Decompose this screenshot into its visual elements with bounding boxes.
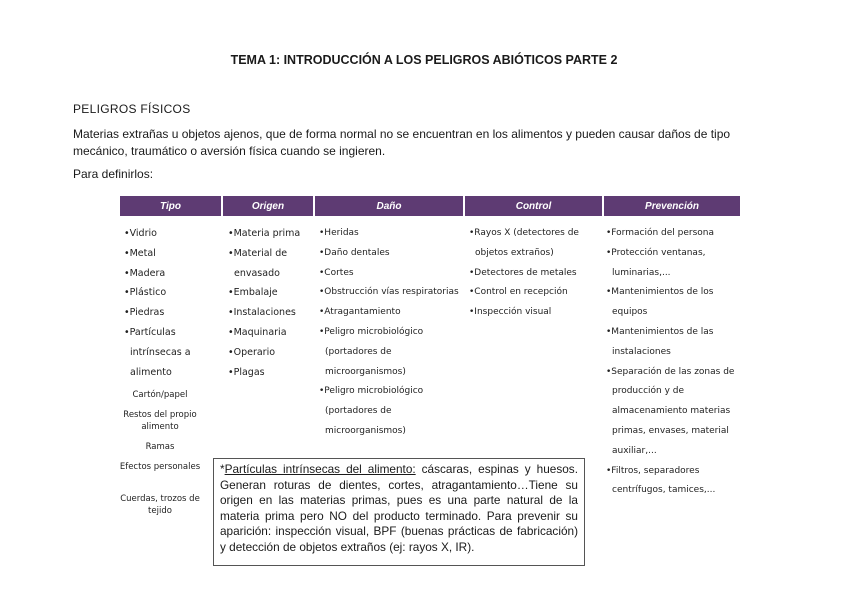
dano-item: •Atragantamiento [319,307,401,318]
tipo-item: •Metal [124,247,156,259]
dano-item: •Peligro microbiológico [319,326,424,337]
prevencion-item: equipos [612,307,648,318]
prevencion-item: auxiliar,... [612,445,657,456]
dano-item: •Obstrucción vías respiratorias [319,287,459,298]
tipo-item: intrínsecas a [130,346,191,358]
control-item: •Rayos X (detectores de [469,228,579,238]
tipo-extra: Efectos personales [119,462,201,472]
dano-item: •Heridas [319,228,359,238]
dano-item: microorganismos) [325,366,406,377]
prevencion-item: •Formación del persona [606,228,714,238]
dano-item: •Daño dentales [319,247,390,258]
control-item: •Inspección visual [469,307,552,318]
dano-item: (portadores de [325,406,392,417]
origen-item: •Material de [228,247,288,259]
note-underlined-term: Partículas intrínsecas del alimento: [224,462,416,476]
prevencion-item: luminarias,... [612,267,671,278]
tipo-item: •Madera [124,267,166,279]
column-prevencion [606,224,734,501]
prevencion-item: •Mantenimientos de los [606,287,714,298]
header-tipo: Tipo [120,196,223,216]
origen-item: •Instalaciones [228,307,296,319]
note-text: cáscaras, espinas y huesos. Generan roturas de dientes, cortes, atragantamiento…Tiene su origen en las materias primas, pues es una parte natural de la materia prima pero NO del producto terminado. Para prevenir su aparición: inspección visual, BPF (buenas prácticas de fabricación) y detección de objetos extraños (ej: rayos X, IR). [220,462,578,554]
dano-item: •Peligro microbiológico [319,386,424,397]
tipo-item: •Plástico [124,287,167,299]
tipo-item: •Piedras [124,307,165,319]
tipo-item: alimento [130,366,172,378]
tipo-extra: Restos del propio alimento [123,410,197,432]
intro-text: Para definirlos: [73,167,154,181]
origen-item: •Embalaje [228,287,278,299]
origen-item: envasado [234,267,280,279]
definition-paragraph: Materias extrañas u objetos ajenos, que de forma normal no se encuentran en los alimentos y pueden causar daños de tipo mecánico, traumático o aversión física cuando se ingieren. [73,127,731,158]
section-heading: PELIGROS FÍSICOS [73,102,191,116]
origen-item: •Maquinaria [228,326,287,338]
tipo-extra: Cuerdas, trozos de tejido [120,494,200,516]
note-prefix: * [220,462,225,476]
prevencion-item: •Mantenimientos de las [606,326,714,337]
tipo-extra: Cartón/papel [132,390,188,400]
column-control [469,224,579,323]
note-box [213,458,585,566]
header-dano: Daño [315,196,465,216]
origen-item: •Plagas [228,366,265,378]
control-item: •Detectores de metales [469,267,577,278]
control-item: •Control en recepción [469,287,568,298]
origen-item: •Materia prima [228,228,301,239]
tipo-extra: Ramas [145,442,175,452]
prevencion-item: primas, envases, material [612,425,729,436]
dano-item: •Cortes [319,267,354,278]
prevencion-item: almacenamiento materias [612,406,731,417]
prevencion-item: instalaciones [612,346,671,357]
prevencion-item: •Filtros, separadores [606,465,700,476]
control-item: objetos extraños) [475,247,554,258]
tipo-item: •Partículas [124,326,176,338]
header-origen: Origen [223,196,315,216]
header-control: Control [465,196,604,216]
prevencion-item: producción y de [612,386,685,397]
prevencion-item: •Protección ventanas, [606,247,706,258]
dano-item: (portadores de [325,346,392,357]
column-tipo [124,224,191,382]
prevencion-item: centrífugos, tamices,... [612,485,716,496]
tipo-item: •Vidrio [124,228,157,239]
table-header [120,196,740,216]
dano-item: microorganismos) [325,425,406,436]
header-prevencion: Prevención [604,196,740,216]
prevencion-item: •Separación de las zonas de [606,366,735,377]
column-origen [228,224,300,382]
origen-item: •Operario [228,346,276,358]
page-title: TEMA 1: INTRODUCCIÓN A LOS PELIGROS ABIÓTICOS PARTE 2 [230,53,618,67]
column-dano [319,224,459,442]
